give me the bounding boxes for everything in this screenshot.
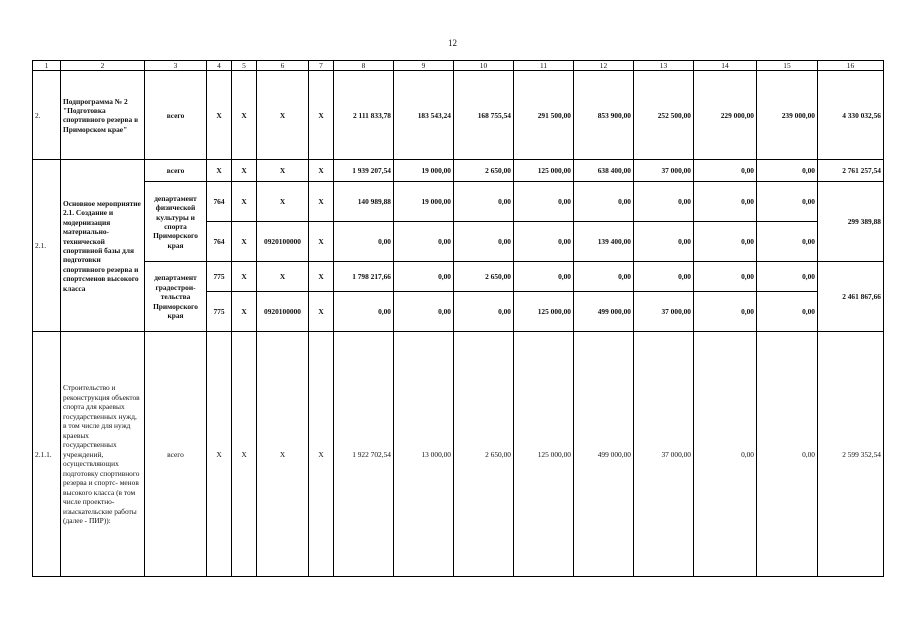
table-cell: 0,00 bbox=[757, 160, 818, 182]
table-cell: 125 000,00 bbox=[514, 160, 574, 182]
header-cell: 3 bbox=[145, 61, 207, 71]
table-cell: 0,00 bbox=[634, 222, 694, 262]
table-row bbox=[33, 262, 884, 292]
table-cell: 0,00 bbox=[757, 292, 818, 332]
table-cell: 1 798 217,66 bbox=[334, 262, 394, 292]
executor-cell: всего bbox=[145, 71, 207, 160]
table-cell: 0,00 bbox=[574, 262, 634, 292]
table-cell: X bbox=[257, 262, 309, 292]
table-cell: 764 bbox=[207, 222, 232, 262]
table-row bbox=[33, 182, 884, 222]
column-number-row bbox=[33, 61, 884, 71]
table-cell: 0,00 bbox=[394, 292, 454, 332]
table-cell: 252 500,00 bbox=[634, 71, 694, 160]
table-cell: 2 111 833,78 bbox=[334, 71, 394, 160]
table-cell: 0,00 bbox=[757, 332, 818, 577]
table-cell: 2 650,00 bbox=[454, 160, 514, 182]
table-cell: X bbox=[309, 160, 334, 182]
table-cell: 0,00 bbox=[394, 262, 454, 292]
table-cell: 37 000,00 bbox=[634, 332, 694, 577]
header-cell: 6 bbox=[257, 61, 309, 71]
table-cell: 638 400,00 bbox=[574, 160, 634, 182]
table-cell: 0,00 bbox=[634, 262, 694, 292]
table-cell: 4 330 032,56 bbox=[818, 71, 884, 160]
row-title: Строительство и реконструкция объектов спорта для краевых государственных нужд, в том числе для нужд краевых государственных учреждений, осуществляющих подготовку спортивного резерва и спортс- менов высокого класса (в том числе проектно- изыскательские работы (далее - ПИР)): bbox=[61, 332, 145, 577]
header-cell: 16 bbox=[818, 61, 884, 71]
table-cell: 0,00 bbox=[574, 182, 634, 222]
header-cell: 15 bbox=[757, 61, 818, 71]
table-cell: X bbox=[257, 332, 309, 577]
header-cell: 13 bbox=[634, 61, 694, 71]
executor-cell: всего bbox=[145, 332, 207, 577]
table-cell: 0920100000 bbox=[257, 292, 309, 332]
table-cell: X bbox=[232, 71, 257, 160]
table-cell: X bbox=[309, 71, 334, 160]
header-cell: 9 bbox=[394, 61, 454, 71]
table-cell: 1 922 702,54 bbox=[334, 332, 394, 577]
table-cell: 0,00 bbox=[694, 222, 757, 262]
table-cell: 0,00 bbox=[454, 292, 514, 332]
table-cell: X bbox=[207, 332, 232, 577]
table-cell: X bbox=[207, 71, 232, 160]
table-cell: 125 000,00 bbox=[514, 332, 574, 577]
executor-cell: всего bbox=[145, 160, 207, 182]
table-cell: 1 939 207,54 bbox=[334, 160, 394, 182]
header-cell: 10 bbox=[454, 61, 514, 71]
table-cell: 0,00 bbox=[757, 222, 818, 262]
page-number: 12 bbox=[448, 38, 457, 48]
table-cell: X bbox=[309, 262, 334, 292]
table-cell: X bbox=[309, 292, 334, 332]
table-cell: X bbox=[232, 332, 257, 577]
table-row bbox=[33, 160, 884, 182]
table-cell: 37 000,00 bbox=[634, 160, 694, 182]
table-cell: 0,00 bbox=[514, 182, 574, 222]
table-cell: 239 000,00 bbox=[757, 71, 818, 160]
table-cell: 299 389,88 bbox=[818, 182, 884, 262]
table-cell: 0,00 bbox=[634, 182, 694, 222]
header-cell: 11 bbox=[514, 61, 574, 71]
table-cell: 0,00 bbox=[394, 222, 454, 262]
table-cell: X bbox=[232, 160, 257, 182]
table-cell: X bbox=[207, 160, 232, 182]
table-cell: 37 000,00 bbox=[634, 292, 694, 332]
header-cell: 12 bbox=[574, 61, 634, 71]
table-cell: 0,00 bbox=[757, 262, 818, 292]
table-cell: 19 000,00 bbox=[394, 160, 454, 182]
header-cell: 8 bbox=[334, 61, 394, 71]
table-cell: X bbox=[309, 182, 334, 222]
table-cell: 0,00 bbox=[334, 292, 394, 332]
header-cell: 14 bbox=[694, 61, 757, 71]
table-cell: 183 543,24 bbox=[394, 71, 454, 160]
table-cell: X bbox=[257, 182, 309, 222]
table-cell: 0,00 bbox=[694, 292, 757, 332]
table-cell: 0,00 bbox=[454, 182, 514, 222]
row-number: 2.1. bbox=[33, 160, 61, 332]
table-cell: 2 650,00 bbox=[454, 332, 514, 577]
table-cell: X bbox=[232, 182, 257, 222]
table-cell: 0920100000 bbox=[257, 222, 309, 262]
table-cell: 139 400,00 bbox=[574, 222, 634, 262]
table-cell: 0,00 bbox=[757, 182, 818, 222]
table-cell: 2 461 867,66 bbox=[818, 262, 884, 332]
table-cell: X bbox=[232, 292, 257, 332]
table-cell: 2 650,00 bbox=[454, 262, 514, 292]
table-cell: 2 761 257,54 bbox=[818, 160, 884, 182]
row-number: 2. bbox=[33, 71, 61, 160]
table-cell: 0,00 bbox=[334, 222, 394, 262]
table-cell: 0,00 bbox=[694, 182, 757, 222]
table-cell: X bbox=[232, 222, 257, 262]
table-cell: X bbox=[257, 71, 309, 160]
table-cell: 0,00 bbox=[514, 222, 574, 262]
table-cell: X bbox=[309, 222, 334, 262]
table-cell: 291 500,00 bbox=[514, 71, 574, 160]
table-cell: 19 000,00 bbox=[394, 182, 454, 222]
table-row bbox=[33, 71, 884, 160]
table-cell: 0,00 bbox=[694, 160, 757, 182]
table-cell: X bbox=[309, 332, 334, 577]
header-cell: 7 bbox=[309, 61, 334, 71]
row-title: Основное мероприятие 2.1. Создание и модернизация материально-технической спортивной базы для подготовки спортивного резерва и спортсменов высокого класса bbox=[61, 160, 145, 332]
header-cell: 2 bbox=[61, 61, 145, 71]
table-cell: 764 bbox=[207, 182, 232, 222]
budget-table bbox=[32, 60, 884, 577]
header-cell: 1 bbox=[33, 61, 61, 71]
table-cell: 0,00 bbox=[514, 262, 574, 292]
row-title: Подпрограмма № 2 "Подготовка спортивного резерва в Приморском крае" bbox=[61, 71, 145, 160]
table-cell: 13 000,00 bbox=[394, 332, 454, 577]
executor-cell: департамент градострои- тельства Приморского края bbox=[145, 262, 207, 332]
table-cell: 775 bbox=[207, 262, 232, 292]
table-cell: 168 755,54 bbox=[454, 71, 514, 160]
table-cell: 499 000,00 bbox=[574, 332, 634, 577]
table-cell: 125 000,00 bbox=[514, 292, 574, 332]
table-cell: 140 989,88 bbox=[334, 182, 394, 222]
row-number: 2.1.1. bbox=[33, 332, 61, 577]
table-row bbox=[33, 332, 884, 577]
table-cell: 775 bbox=[207, 292, 232, 332]
header-cell: 4 bbox=[207, 61, 232, 71]
table-cell: 2 599 352,54 bbox=[818, 332, 884, 577]
table-cell: 853 900,00 bbox=[574, 71, 634, 160]
table-cell: X bbox=[257, 160, 309, 182]
table-cell: 0,00 bbox=[694, 332, 757, 577]
executor-cell: департамент физической культуры и спорта Приморского края bbox=[145, 182, 207, 262]
table-cell: 0,00 bbox=[454, 222, 514, 262]
table-cell: 0,00 bbox=[694, 262, 757, 292]
table-cell: X bbox=[232, 262, 257, 292]
table-cell: 229 000,00 bbox=[694, 71, 757, 160]
header-cell: 5 bbox=[232, 61, 257, 71]
table-cell: 499 000,00 bbox=[574, 292, 634, 332]
